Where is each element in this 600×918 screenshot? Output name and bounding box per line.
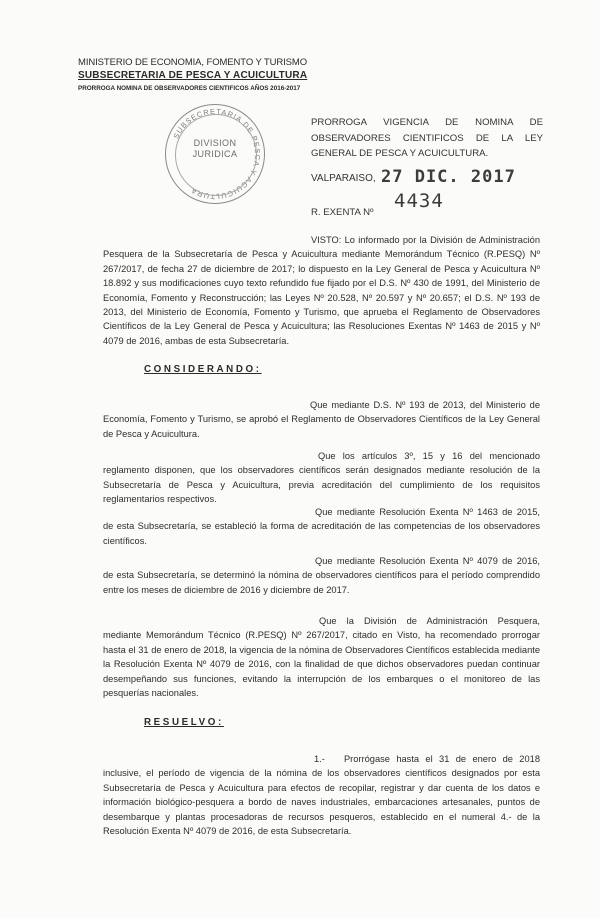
resolution-exenta-label: R. EXENTA Nº [311,207,374,218]
visto-label: VISTO: [311,235,342,245]
resuelvo-item-1-number: 1.- [314,754,325,764]
stamp-line-division: DIVISION [193,138,237,148]
date-stamp: 27 DIC. 2017 [381,167,516,187]
resolution-number: 4434 [394,190,444,212]
considerando-item-4: Que mediante Resolución Exenta Nº 4079 de 2016, de esta Subsecretaría, se determinó la nómina de observadores científicos para el período comprendido entre los meses de diciembre de 2016 y diciembre de 2017. [103,556,540,595]
resuelvo-item-1-text: Prorrógase hasta el 31 de enero de 2018 inclusive, el período de vigencia de la nómina de los observadores científicos designados por esta Subsecretaría de Pesca y Acuicultura para efectos de recopilar, registrar y dar cuenta de los datos e información biológico-pesquera a bordo de naves industriales, embarcaciones artesanales, puntos de desembarque y plantas procesadoras de recursos pesqueros, establecido en el numeral 4.- de la Resolución Exenta Nº 4079 de 2016, de esta Subsecretaría. [103,754,540,837]
resuelvo-heading: RESUELVO: [144,717,224,728]
stamp-arc-text: SUBSECRETARIA DE PESCA Y ACUICULTURA [171,106,263,202]
stamp-center-text [166,138,264,160]
considerando-item-1: Que mediante D.S. Nº 193 de 2013, del Ministerio de Economía, Fomento y Turismo, se aprobó el Reglamento de Observadores Científicos de la Ley General de Pesca y Acuicultura. [103,400,540,439]
considerando-heading: CONSIDERANDO: [144,364,262,375]
visto-paragraph [103,233,540,348]
resolution-subject: PRORROGA VIGENCIA DE NOMINA DE OBSERVADORES CIENTIFICOS DE LA LEY GENERAL DE PESCA Y ACUICULTURA. [311,117,543,159]
visto-text: Lo informado por la División de Administración Pesquera de la Subsecretaría de Pesca y Acuicultura mediante Memorándum Técnico (R.PESQ) Nº 267/2017, de fecha 27 de diciembre de 2017; lo dispuesto en la Ley General de Pesca y Acuicultura Nº 18.892 y sus modificaciones cuyo texto refundido fue fijado por el D.S. Nº 430 de 1991, del Ministerio de Economía, Fomento y Reconstrucción; las Leyes Nº 20.528, Nº 20.597 y Nº 20.657; el D.S. Nº 193 de 2013, del Ministerio de Economía, Fomento y Turismo, que aprueba el Reglamento de Observadores Científicos de la Ley General de Pesca y Acuicultura; las Resoluciones Exentas Nº 1463 de 2015 y Nº 4079 de 2016, ambas de esta Subsecretaría. [103,235,541,346]
stamp-line-juridica: JURIDICA [192,149,238,159]
place-label: VALPARAISO, [311,173,376,184]
considerando-item-2: Que los artículos 3º, 15 y 16 del mencionado reglamento disponen, que los observadores científicos serán designados mediante resolución de la Subsecretaría de Pesca y Acuicultura, previa acreditación del cumplimiento de los requisitos reglamentarios respectivos. [103,451,540,505]
division-juridica-stamp [165,104,265,204]
document-subject-line: PRORROGA NOMINA DE OBSERVADORES CIENTIFICOS AÑOS 2016-2017 [78,85,301,92]
considerando-item-5: Que la División de Administración Pesquera, mediante Memorándum Técnico (R.PESQ) Nº 267/2017, citado en Visto, ha recomendado prorrogar hasta el 31 de enero de 2018, la vigencia de la nómina de Observadores Científicos establecida mediante la Resolución Exenta Nº 4079 de 2016, con la finalidad de que dichos observadores puedan continuar desempeñando sus funciones, evitando la interrupción de los embarques o el monitoreo de las pesquerías nacionales. [103,616,540,699]
subsecretaria-name: SUBSECRETARIA DE PESCA Y ACUICULTURA [78,70,308,81]
considerando-item-3: Que mediante Resolución Exenta Nº 1463 de 2015, de esta Subsecretaría, se estableció la forma de acreditación de las competencias de los observadores científicos. [103,507,540,546]
resuelvo-item-1 [103,752,540,838]
ministry-name: MINISTERIO DE ECONOMIA, FOMENTO Y TURISMO [78,57,308,68]
